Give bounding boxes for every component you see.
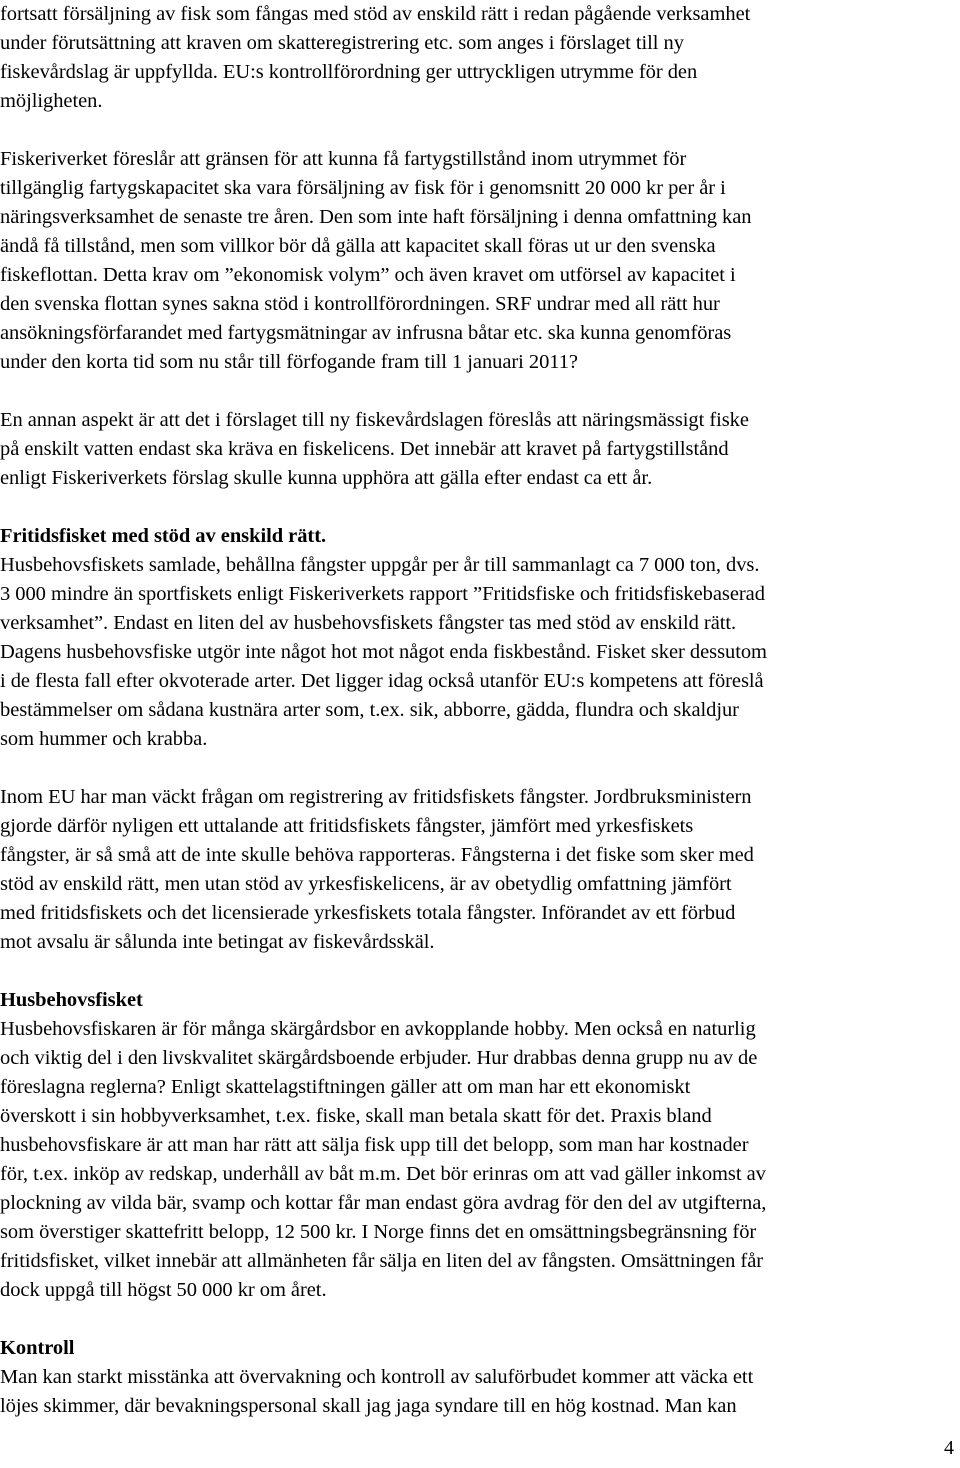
text-line: fortsatt försäljning av fisk som fångas med stöd av enskild rätt i redan pågående verksamhet (0, 3, 751, 25)
text-line: dock uppgå till högst 50 000 kr om året. (0, 1279, 327, 1301)
text-line: Fiskeriverket föreslår att gränsen för att kunna få fartygstillstånd inom utrymmet för (0, 148, 687, 170)
text-line: på enskilt vatten endast ska kräva en fiskelicens. Det innebär att kravet på fartygstillstånd (0, 438, 729, 460)
text-line: möjligheten. (0, 90, 103, 112)
text-line: husbehovsfiskare är att man har rätt att sälja fisk upp till det belopp, som man har kostnader (0, 1134, 749, 1156)
paragraph-spacer (0, 754, 960, 783)
text-line: plockning av vilda bär, svamp och kottar får man endast göra avdrag för den del av utgifterna, (0, 1192, 767, 1214)
text-line: och viktig del i den livskvalitet skärgårdsboende erbjuder. Hur drabbas denna grupp nu av de (0, 1047, 758, 1069)
section (0, 1334, 960, 1421)
paragraph-spacer (0, 1305, 960, 1334)
text-line: den svenska flottan synes sakna stöd i kontrollförordningen. SRF undrar med all rätt hur (0, 293, 720, 315)
section (0, 986, 960, 1305)
text-line: föreslagna reglerna? Enligt skattelagstiftningen gäller att om man har ett ekonomiskt (0, 1076, 691, 1098)
text-line: löjes skimmer, där bevakningspersonal skall jag jaga syndare till en hög kostnad. Man kan (0, 1395, 737, 1417)
text-line: ansökningsförfarandet med fartygsmätningar av infrusna båtar etc. ska kunna genomföras (0, 322, 732, 344)
text-line: med fritidsfiskets och det licensierade yrkesfiskets totala fångster. Införandet av ett förbud (0, 902, 736, 924)
text-line: fiskeflottan. Detta krav om ”ekonomisk volym” och även kravet om utförsel av kapacitet i (0, 264, 736, 286)
text-line: överskott i sin hobbyverksamhet, t.ex. fiske, skall man betala skatt för det. Praxis bland (0, 1105, 712, 1127)
paragraph-spacer (0, 493, 960, 522)
text-line: En annan aspekt är att det i förslaget till ny fiskevårdslagen föreslås att näringsmässigt fiske (0, 409, 749, 431)
text-line: Man kan starkt misstänka att övervakning och kontroll av saluförbudet kommer att väcka ett (0, 1366, 754, 1388)
text-line: verksamhet”. Endast en liten del av husbehovsfiskets fångster tas med stöd av enskild rätt. (0, 612, 737, 634)
text-line: Inom EU har man väckt frågan om registrering av fritidsfiskets fångster. Jordbruksministern (0, 786, 752, 808)
section-heading: Fritidsfisket med stöd av enskild rätt. (0, 525, 327, 547)
text-line: Husbehovsfiskets samlade, behållna fångster uppgår per år till sammanlagt ca 7 000 ton, dvs. (0, 554, 760, 576)
text-line: fiskevårdslag är uppfyllda. EU:s kontrollförordning ger uttryckligen utrymme för den (0, 61, 698, 83)
paragraph-spacer (0, 377, 960, 406)
section-heading: Husbehovsfisket (0, 989, 143, 1011)
text-line: Husbehovsfiskaren är för många skärgårdsbor en avkopplande hobby. Men också en naturlig (0, 1018, 756, 1040)
text-line: som hummer och krabba. (0, 728, 208, 750)
paragraph (0, 0, 960, 116)
text-line: 3 000 mindre än sportfiskets enligt Fiskeriverkets rapport ”Fritidsfiske och fritidsfiskebaserad (0, 583, 765, 605)
paragraph (0, 406, 960, 493)
text-line: gjorde därför nyligen ett uttalande att fritidsfiskets fångster, jämfört med yrkesfiskets (0, 815, 694, 837)
paragraph (0, 783, 960, 957)
page-number: 4 (944, 1437, 954, 1459)
text-line: fritidsfisket, vilket innebär att allmänheten får sälja en liten del av fångsten. Omsättningen får (0, 1250, 764, 1272)
text-line: som överstiger skattefritt belopp, 12 500 kr. I Norge finns det en omsättningsbegränsning för (0, 1221, 757, 1243)
text-line: ändå få tillstånd, men som villkor bör då gälla att kapacitet skall föras ut ur den svenska (0, 235, 716, 257)
text-line: bestämmelser om sådana kustnära arter som, t.ex. sik, abborre, gädda, flundra och skaldjur (0, 699, 739, 721)
text-line: stöd av enskild rätt, men utan stöd av yrkesfiskelicens, är av obetydlig omfattning jämfört (0, 873, 732, 895)
text-line: tillgänglig fartygskapacitet ska vara försäljning av fisk för i genomsnitt 20 000 kr per år i (0, 177, 726, 199)
text-line: under förutsättning att kraven om skatteregistrering etc. som anges i förslaget till ny (0, 32, 684, 54)
text-line: Dagens husbehovsfiske utgör inte något hot mot något enda fiskbestånd. Fisket sker dessutom (0, 641, 767, 663)
text-line: i de flesta fall efter okvoterade arter. Det ligger idag också utanför EU:s kompetens att föreslå (0, 670, 764, 692)
paragraph-spacer (0, 957, 960, 986)
text-line: för, t.ex. inköp av redskap, underhåll av båt m.m. Det bör erinras om att vad gäller inkomst av (0, 1163, 766, 1185)
text-line: fångster, är så små att de inte skulle behöva rapporteras. Fångsterna i det fiske som sker med (0, 844, 754, 866)
section (0, 522, 960, 754)
text-line: enligt Fiskeriverkets förslag skulle kunna upphöra att gälla efter endast ca ett år. (0, 467, 653, 489)
section-heading: Kontroll (0, 1337, 75, 1359)
text-line: under den korta tid som nu står till förfogande fram till 1 januari 2011? (0, 351, 578, 373)
paragraph-spacer (0, 116, 960, 145)
text-line: mot avsalu är sålunda inte betingat av fiskevårdsskäl. (0, 931, 435, 953)
text-line: näringsverksamhet de senaste tre åren. Den som inte haft försäljning i denna omfattning kan (0, 206, 752, 228)
paragraph (0, 145, 960, 377)
